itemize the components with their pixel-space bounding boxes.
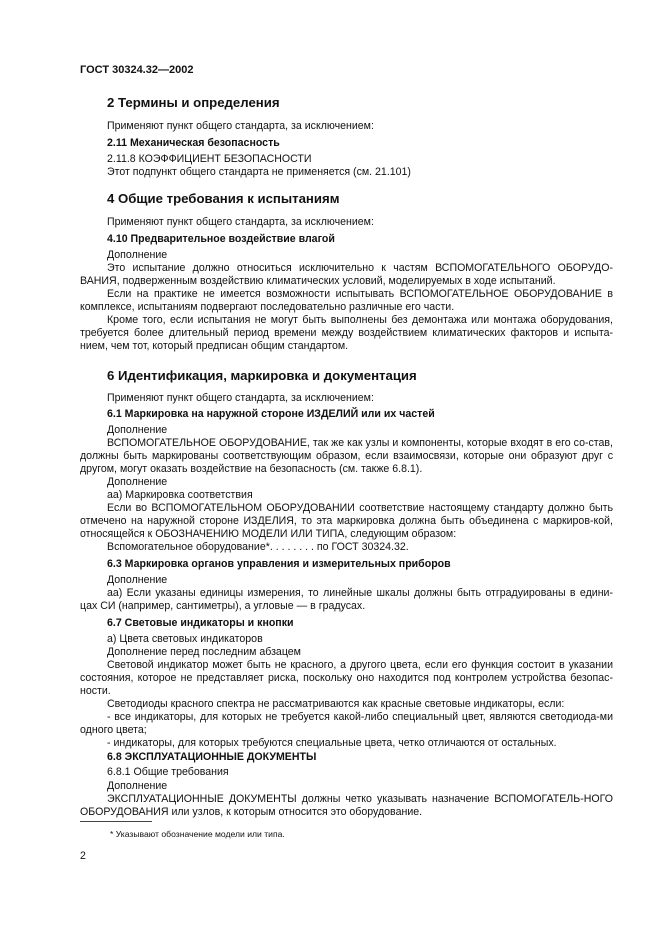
section-4-intro: Применяют пункт общего стандарта, за исключением: [107, 216, 374, 228]
marking-example: Вспомогательное оборудование*. . . . . . . . по ГОСТ 30324.32. [107, 541, 409, 553]
paragraph: - индикаторы, для которых требуются специальные цвета, четко отличаются от остальных. [107, 737, 557, 749]
addition-label: Дополнение [107, 574, 168, 586]
document-header: ГОСТ 30324.32—2002 [80, 64, 194, 76]
item-aa-marking: аа) Маркировка соответствия [107, 489, 253, 501]
paragraph: - все индикаторы, для которых не требуется какой-либо специальный цвет, являются светодиода-ми одного цвета; [80, 711, 613, 736]
addition-label: Дополнение [107, 780, 168, 792]
paragraph: Если во ВСПОМОГАТЕЛЬНОМ ОБОРУДОВАНИИ соответствие настоящему стандарту должно быть отмечено на наружной стороне ИЗДЕЛИЯ, то эта маркировка должна быть объединена с маркиров-кой, относящейся к ОБОЗНАЧЕНИЮ МОДЕЛИ ИЛИ ТИПА, следующим образом: [80, 502, 613, 540]
clause-6-8: 6.8 ЭКСПЛУАТАЦИОННЫЕ ДОКУМЕНТЫ [107, 751, 317, 763]
section-6-title: 6 Идентификация, маркировка и документация [107, 368, 417, 383]
section-2-title: 2 Термины и определения [107, 95, 280, 110]
paragraph: ВСПОМОГАТЕЛЬНОЕ ОБОРУДОВАНИЕ, так же как узлы и компоненты, которые входят в его со-став, должны быть маркированы соответствующим образом, если взаимосвязи, которые они образуют друг с другом, могут оказать воздействие на безопасность (см. также 6.8.1). [80, 437, 613, 475]
clause-6-8-1: 6.8.1 Общие требования [107, 766, 229, 778]
section-4-title: 4 Общие требования к испытаниям [107, 191, 340, 206]
addition-label: Дополнение [107, 249, 168, 261]
clause-2-11-8-note: Этот подпункт общего стандарта не применяется (см. 21.101) [107, 166, 411, 178]
addition-label: Дополнение [107, 476, 168, 488]
paragraph: Если на практике не имеется возможности испытывать ВСПОМОГАТЕЛЬНОЕ ОБОРУДОВАНИЕ в комплексе, испытаниям подвергают последовательно различные его части. [80, 288, 613, 313]
clause-6-7: 6.7 Световые индикаторы и кнопки [107, 617, 294, 629]
clause-2-11: 2.11 Механическая безопасность [107, 137, 280, 149]
clause-2-11-8: 2.11.8 КОЭФФИЦИЕНТ БЕЗОПАСНОСТИ [107, 153, 312, 165]
clause-4-10: 4.10 Предварительное воздействие влагой [107, 233, 335, 245]
paragraph: Кроме того, если испытания не могут быть выполнены без демонтажа или монтажа оборудования, требуется более длительный период времени между воздействием климатических факторов и испыта-нием, чем тот, который предписан общим стандартом. [80, 314, 613, 352]
section-6-intro: Применяют пункт общего стандарта, за исключением: [107, 392, 374, 404]
paragraph: Светодиоды красного спектра не рассматриваются как красные световые индикаторы, если: [107, 698, 565, 710]
addition-label: Дополнение перед последним абзацем [107, 646, 301, 658]
clause-6-1: 6.1 Маркировка на наружной стороне ИЗДЕЛИЙ или их частей [107, 408, 435, 420]
page-number: 2 [80, 850, 86, 862]
footnote: * Указывают обозначение модели или типа. [110, 829, 285, 839]
section-2-intro: Применяют пункт общего стандарта, за исключением: [107, 120, 374, 132]
clause-6-3: 6.3 Маркировка органов управления и измерительных приборов [107, 558, 451, 570]
paragraph: ЭКСПЛУАТАЦИОННЫЕ ДОКУМЕНТЫ должны четко указывать назначение ВСПОМОГАТЕЛЬ-НОГО ОБОРУДОВАНИЯ или узлов, к которым относится это оборудование. [80, 793, 613, 818]
paragraph: Световой индикатор может быть не красного, а другого цвета, если его функция состоит в указании состояния, которое не представляет риска, поскольку оно находится под контролем устройства безопас-ности. [80, 659, 613, 697]
item-a-colors: а) Цвета световых индикаторов [107, 633, 263, 645]
footnote-separator [80, 821, 152, 822]
addition-label: Дополнение [107, 424, 168, 436]
paragraph: аа) Если указаны единицы измерения, то линейные шкалы должны быть отградуированы в едини-цах СИ (например, сантиметры), а угловые — в градусах. [80, 587, 613, 612]
paragraph: Это испытание должно относиться исключительно к частям ВСПОМОГАТЕЛЬНОГО ОБОРУДО-ВАНИЯ, подверженным воздействию климатических условий, моделируемых в ходе испытаний. [80, 262, 613, 287]
